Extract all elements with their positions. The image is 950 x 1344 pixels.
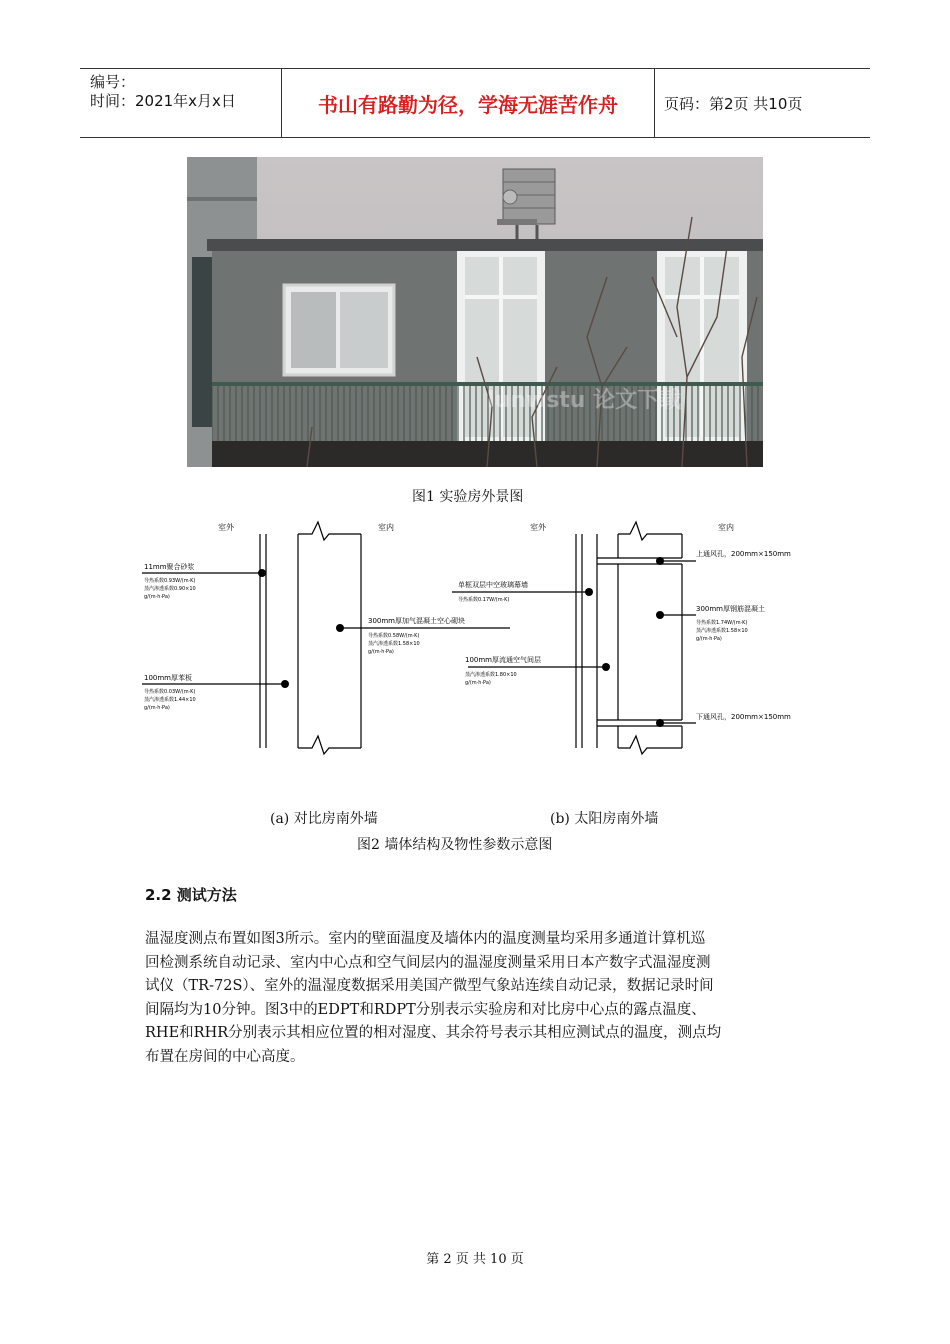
wall-b-glass: 单框双层中空玻璃幕墙 (458, 581, 528, 589)
wall-structure-diagram (140, 512, 820, 762)
wall-a-diagram (142, 522, 510, 754)
date-label: 时间：2021年x月x日 (90, 92, 236, 110)
wall-b-air-layer-prop-1: g/(m·h·Pa) (465, 680, 491, 686)
wall-a-label-2-prop-1: 蒸汽渗透系数1.58×10 (368, 641, 420, 647)
photo-watermark: lunwstu 论文下载 (487, 388, 682, 413)
header-page-info: 页码：第2页 共10页 (664, 94, 803, 113)
wall-a-label-3: 100mm厚苯板 (144, 674, 192, 682)
figure1-caption: 图1 实验房外景图 (412, 489, 524, 505)
figure2-sub-a: (a) 对比房南外墙 (270, 811, 378, 827)
motto-text: 书山有路勤为径，学海无涯苦作舟 (318, 92, 618, 117)
wall-b-air-layer: 100mm厚流通空气间层 (465, 656, 541, 664)
wall-a-label-1-prop-1: 蒸汽渗透系数0.90×10 (144, 586, 196, 592)
wall-a-label-3-prop-2: g/(m·h·Pa) (144, 705, 170, 711)
wall-b-glass-prop-0: 导热系数0.17W/(m·K) (458, 597, 510, 603)
wall-b-concrete-prop-0: 导热系数1.74W/(m·K) (696, 620, 748, 626)
paragraph-line: 温湿度测点布置如图3所示。室内的壁面温度及墙体内的温度测量均采用多通道计算机巡 (145, 931, 706, 947)
header-motto-cell (282, 69, 655, 137)
wall-b-outdoor: 室外 (530, 523, 546, 532)
wall-b-indoor: 室内 (718, 523, 734, 532)
page-header (80, 68, 870, 138)
page-footer: 第 2 页 共 10 页 (426, 1252, 524, 1267)
wall-a-label-2: 300mm厚加气混凝土空心砌块 (368, 617, 465, 625)
paragraph-line: 回检测系统自动记录、室内中心点和空气间层内的温湿度测量采用日本产数字式温湿度测 (145, 954, 711, 971)
wall-a-label-2-prop-0: 导热系数0.58W/(m·K) (368, 633, 420, 639)
paragraph-line: 布置在房间的中心高度。 (145, 1048, 305, 1065)
figure2-caption: 图2 墙体结构及物性参数示意图 (357, 837, 553, 853)
wall-b-air-layer-prop-0: 蒸汽渗透系数1.80×10 (465, 672, 517, 678)
paragraph-line: RHE和RHR分别表示其相应位置的相对湿度、其余符号表示其相应测试点的温度，测点均 (145, 1025, 722, 1042)
paragraph-line: 试仪（TR-72S）、室外的温湿度数据采用美国产微型气象站连续自动记录，数据记录时间 (145, 978, 714, 995)
wall-a-label-1-prop-2: g/(m·h·Pa) (144, 594, 170, 600)
wall-a-outdoor: 室外 (218, 523, 234, 532)
wall-b-concrete-prop-2: g/(m·h·Pa) (696, 636, 722, 642)
wall-b-top-vent: 上通风孔，200mm×150mm (696, 550, 791, 558)
wall-a-label-3-prop-0: 导热系数0.03W/(m·K) (144, 689, 196, 695)
figure2-sub-b: (b) 太阳房南外墙 (550, 811, 659, 827)
paragraph-line: 间隔均为10分钟。图3中的EDPT和RDPT分别表示实验房和对比房中心点的露点温度、 (145, 1001, 706, 1018)
wall-a-label-1-prop-0: 导热系数0.93W/(m·K) (144, 578, 196, 584)
wall-b-concrete: 300mm厚钢筋混凝土 (696, 605, 765, 613)
header-meta-cell (80, 69, 282, 137)
wall-a-label-2-prop-2: g/(m·h·Pa) (368, 649, 394, 655)
section-title: 2.2 测试方法 (145, 886, 237, 904)
serial-label: 编号： (90, 73, 136, 91)
wall-b-concrete-prop-1: 蒸汽渗透系数1.58×10 (696, 628, 748, 634)
wall-a-label-3-prop-1: 蒸汽渗透系数1.44×10 (144, 697, 196, 703)
wall-a-label-1: 11mm聚合砂浆 (144, 563, 195, 571)
experiment-house-photo (187, 157, 763, 467)
section-paragraph (145, 928, 810, 1070)
wall-a-indoor: 室内 (378, 523, 394, 532)
wall-b-bottom-vent: 下通风孔，200mm×150mm (696, 713, 791, 721)
